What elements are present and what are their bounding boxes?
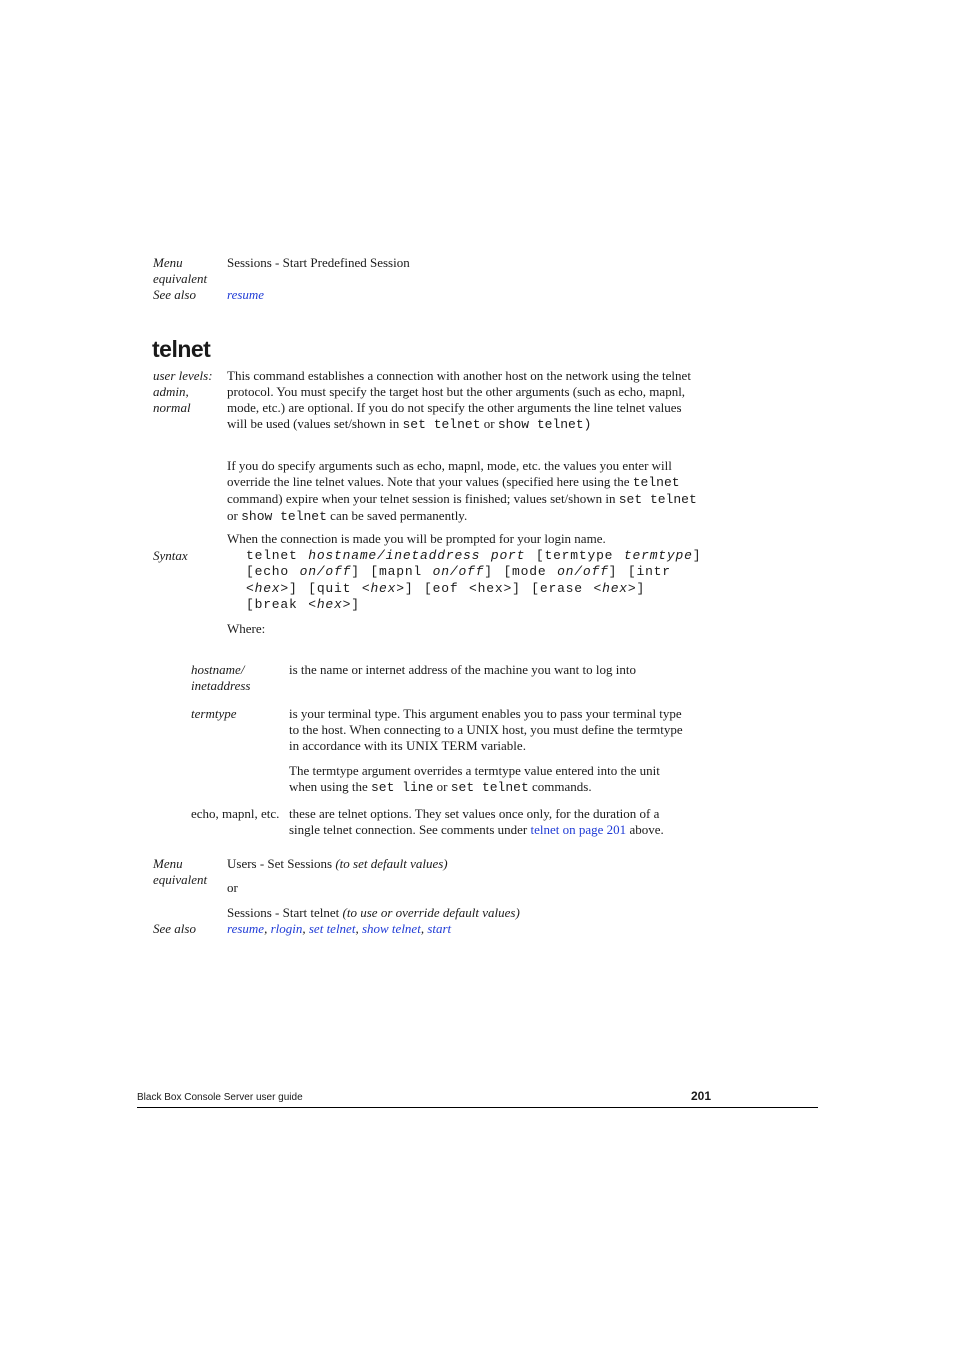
description-paragraph-2	[227, 458, 701, 525]
term-termtype: termtype	[191, 706, 237, 721]
user-levels-line2: admin,	[153, 384, 189, 399]
override-end: commands.	[528, 779, 592, 794]
syntax-text-8: >] [break <	[246, 580, 646, 612]
menu-label-line2: equivalent	[153, 271, 208, 286]
telnet-menu-equivalent-label	[153, 856, 207, 888]
footer-page-number: 201	[691, 1089, 712, 1103]
menu-value-1	[227, 856, 448, 872]
syntax-text-7: >] [eof <hex>] [erase <	[396, 580, 603, 596]
desc-termtype-override	[289, 763, 689, 796]
syntax-arg-echo: on/off	[299, 564, 352, 580]
override-or: or	[433, 779, 451, 794]
syntax-arg-host: hostname/inetaddress port	[308, 548, 526, 563]
para1-code-set-telnet: set telnet	[402, 417, 481, 432]
see-also-sep-4: ,	[420, 921, 428, 936]
para2-code-show-telnet: show telnet	[241, 509, 327, 524]
syntax-text-5: ] [intr <	[246, 564, 671, 596]
syntax-text-1: [termtype	[525, 548, 624, 563]
para2-mid: command) expire when your telnet session is finished; values set/shown in	[227, 491, 619, 506]
see-also-sep-1: ,	[264, 921, 271, 936]
see-also-sep-3: ,	[355, 921, 362, 936]
description-paragraph-3: When the connection is made you will be prompted for your login name.	[227, 531, 606, 546]
syntax-command: telnet	[246, 548, 309, 563]
footer-guide-title: Black Box Console Server user guide	[137, 1092, 303, 1103]
menu-value-2-note: (to use or override default values)	[342, 905, 520, 920]
syntax-text-4: ] [mode	[484, 564, 558, 580]
see-also-link-rlogin[interactable]: rlogin	[270, 921, 303, 936]
see-also-links	[227, 921, 451, 937]
syntax-text-9: >]	[342, 596, 360, 612]
syntax-arg-quit: hex	[370, 580, 397, 596]
para2-text: If you do specify arguments such as echo, mapnl, mode, etc. the values you enter will override the line telnet values. Note that your values (specified here using the	[227, 458, 672, 489]
menu-value-1-text: Users - Set Sessions	[227, 856, 336, 871]
para1-end: )	[583, 417, 592, 432]
menu-value-2	[227, 905, 520, 921]
where-label: Where:	[227, 621, 266, 636]
para2-end: can be saved permanently.	[326, 508, 468, 523]
user-levels-label	[153, 368, 213, 416]
desc-options	[289, 806, 689, 838]
see-also-sep-2: ,	[302, 921, 309, 936]
syntax-arg-termtype: termtype	[623, 548, 693, 563]
para2-code-set-telnet: set telnet	[618, 492, 697, 507]
options-text: these are telnet options. They set values once only, for the duration of a single telnet connection. See comments under	[289, 806, 660, 837]
desc-termtype: is your terminal type. This argument enables you to pass your terminal type to the host. When connecting to a UNIX host, you must define the termtype in accordance with its UNIX TERM variable.	[289, 706, 683, 753]
section-title: telnet	[152, 336, 211, 362]
term-hostname-line1: hostname/	[191, 662, 245, 677]
menu-equivalent-label	[153, 255, 207, 287]
term-options: echo, mapnl, etc.	[191, 806, 280, 821]
term-hostname	[191, 662, 250, 694]
description-paragraph-1	[227, 368, 701, 433]
see-also-link-resume[interactable]: resume	[227, 287, 265, 302]
options-end: above.	[626, 822, 664, 837]
para2-or: or	[227, 508, 242, 523]
override-text: The termtype argument overrides a termtype value entered into the unit when using the	[289, 763, 660, 794]
menu-label-line1: Menu	[153, 255, 183, 270]
telnet-menu-label-line2: equivalent	[153, 872, 208, 887]
telnet-see-also-label: See also	[153, 921, 196, 936]
syntax-arg-break: hex	[316, 596, 343, 612]
menu-value-1-note: (to set default values)	[335, 856, 448, 871]
para1-code-show-telnet: show telnet	[497, 417, 584, 432]
menu-equivalent-value: Sessions - Start Predefined Session	[227, 255, 410, 270]
syntax-text-6: >] [quit <	[280, 580, 371, 596]
para2-code-telnet: telnet	[632, 475, 680, 490]
menu-value-2-text: Sessions - Start telnet	[227, 905, 343, 920]
syntax-text-2: ] [echo	[246, 548, 702, 580]
syntax-arg-mapnl: on/off	[432, 564, 485, 580]
see-also-link-resume-2[interactable]: resume	[227, 921, 265, 936]
syntax-arg-mode: on/off	[557, 564, 609, 580]
para1-text: This command establishes a connection with another host on the network using the telnet protocol. You must specify the target host but the other arguments (such as echo, mapnl, mode, etc.) are optional. If you do not specify the other arguments the line telnet values will be used (values set/shown in	[227, 368, 691, 431]
see-also-link-set-telnet[interactable]: set telnet	[308, 921, 356, 936]
link-telnet-page[interactable]: telnet on page 201	[530, 822, 627, 837]
syntax-arg-intr: hex	[254, 580, 281, 596]
syntax-arg-erase: hex	[602, 580, 628, 596]
user-levels-line1: user levels:	[153, 368, 213, 383]
desc-hostname: is the name or internet address of the machine you want to log into	[289, 662, 636, 677]
term-hostname-line2: inetaddress	[191, 678, 251, 693]
footer-rule	[137, 1107, 818, 1108]
override-code-set-line: set line	[370, 780, 434, 795]
menu-or: or	[227, 880, 238, 895]
syntax-label: Syntax	[153, 548, 188, 563]
see-also-link-show-telnet[interactable]: show telnet	[361, 921, 421, 936]
override-code-set-telnet: set telnet	[450, 780, 529, 795]
see-also-label: See also	[153, 287, 196, 302]
syntax-block	[246, 548, 706, 613]
telnet-menu-label-line1: Menu	[153, 856, 183, 871]
see-also-link-start[interactable]: start	[427, 921, 452, 936]
user-levels-line3: normal	[153, 400, 191, 415]
syntax-text-3: ] [mapnl	[351, 564, 433, 580]
para1-or: or	[480, 416, 498, 431]
